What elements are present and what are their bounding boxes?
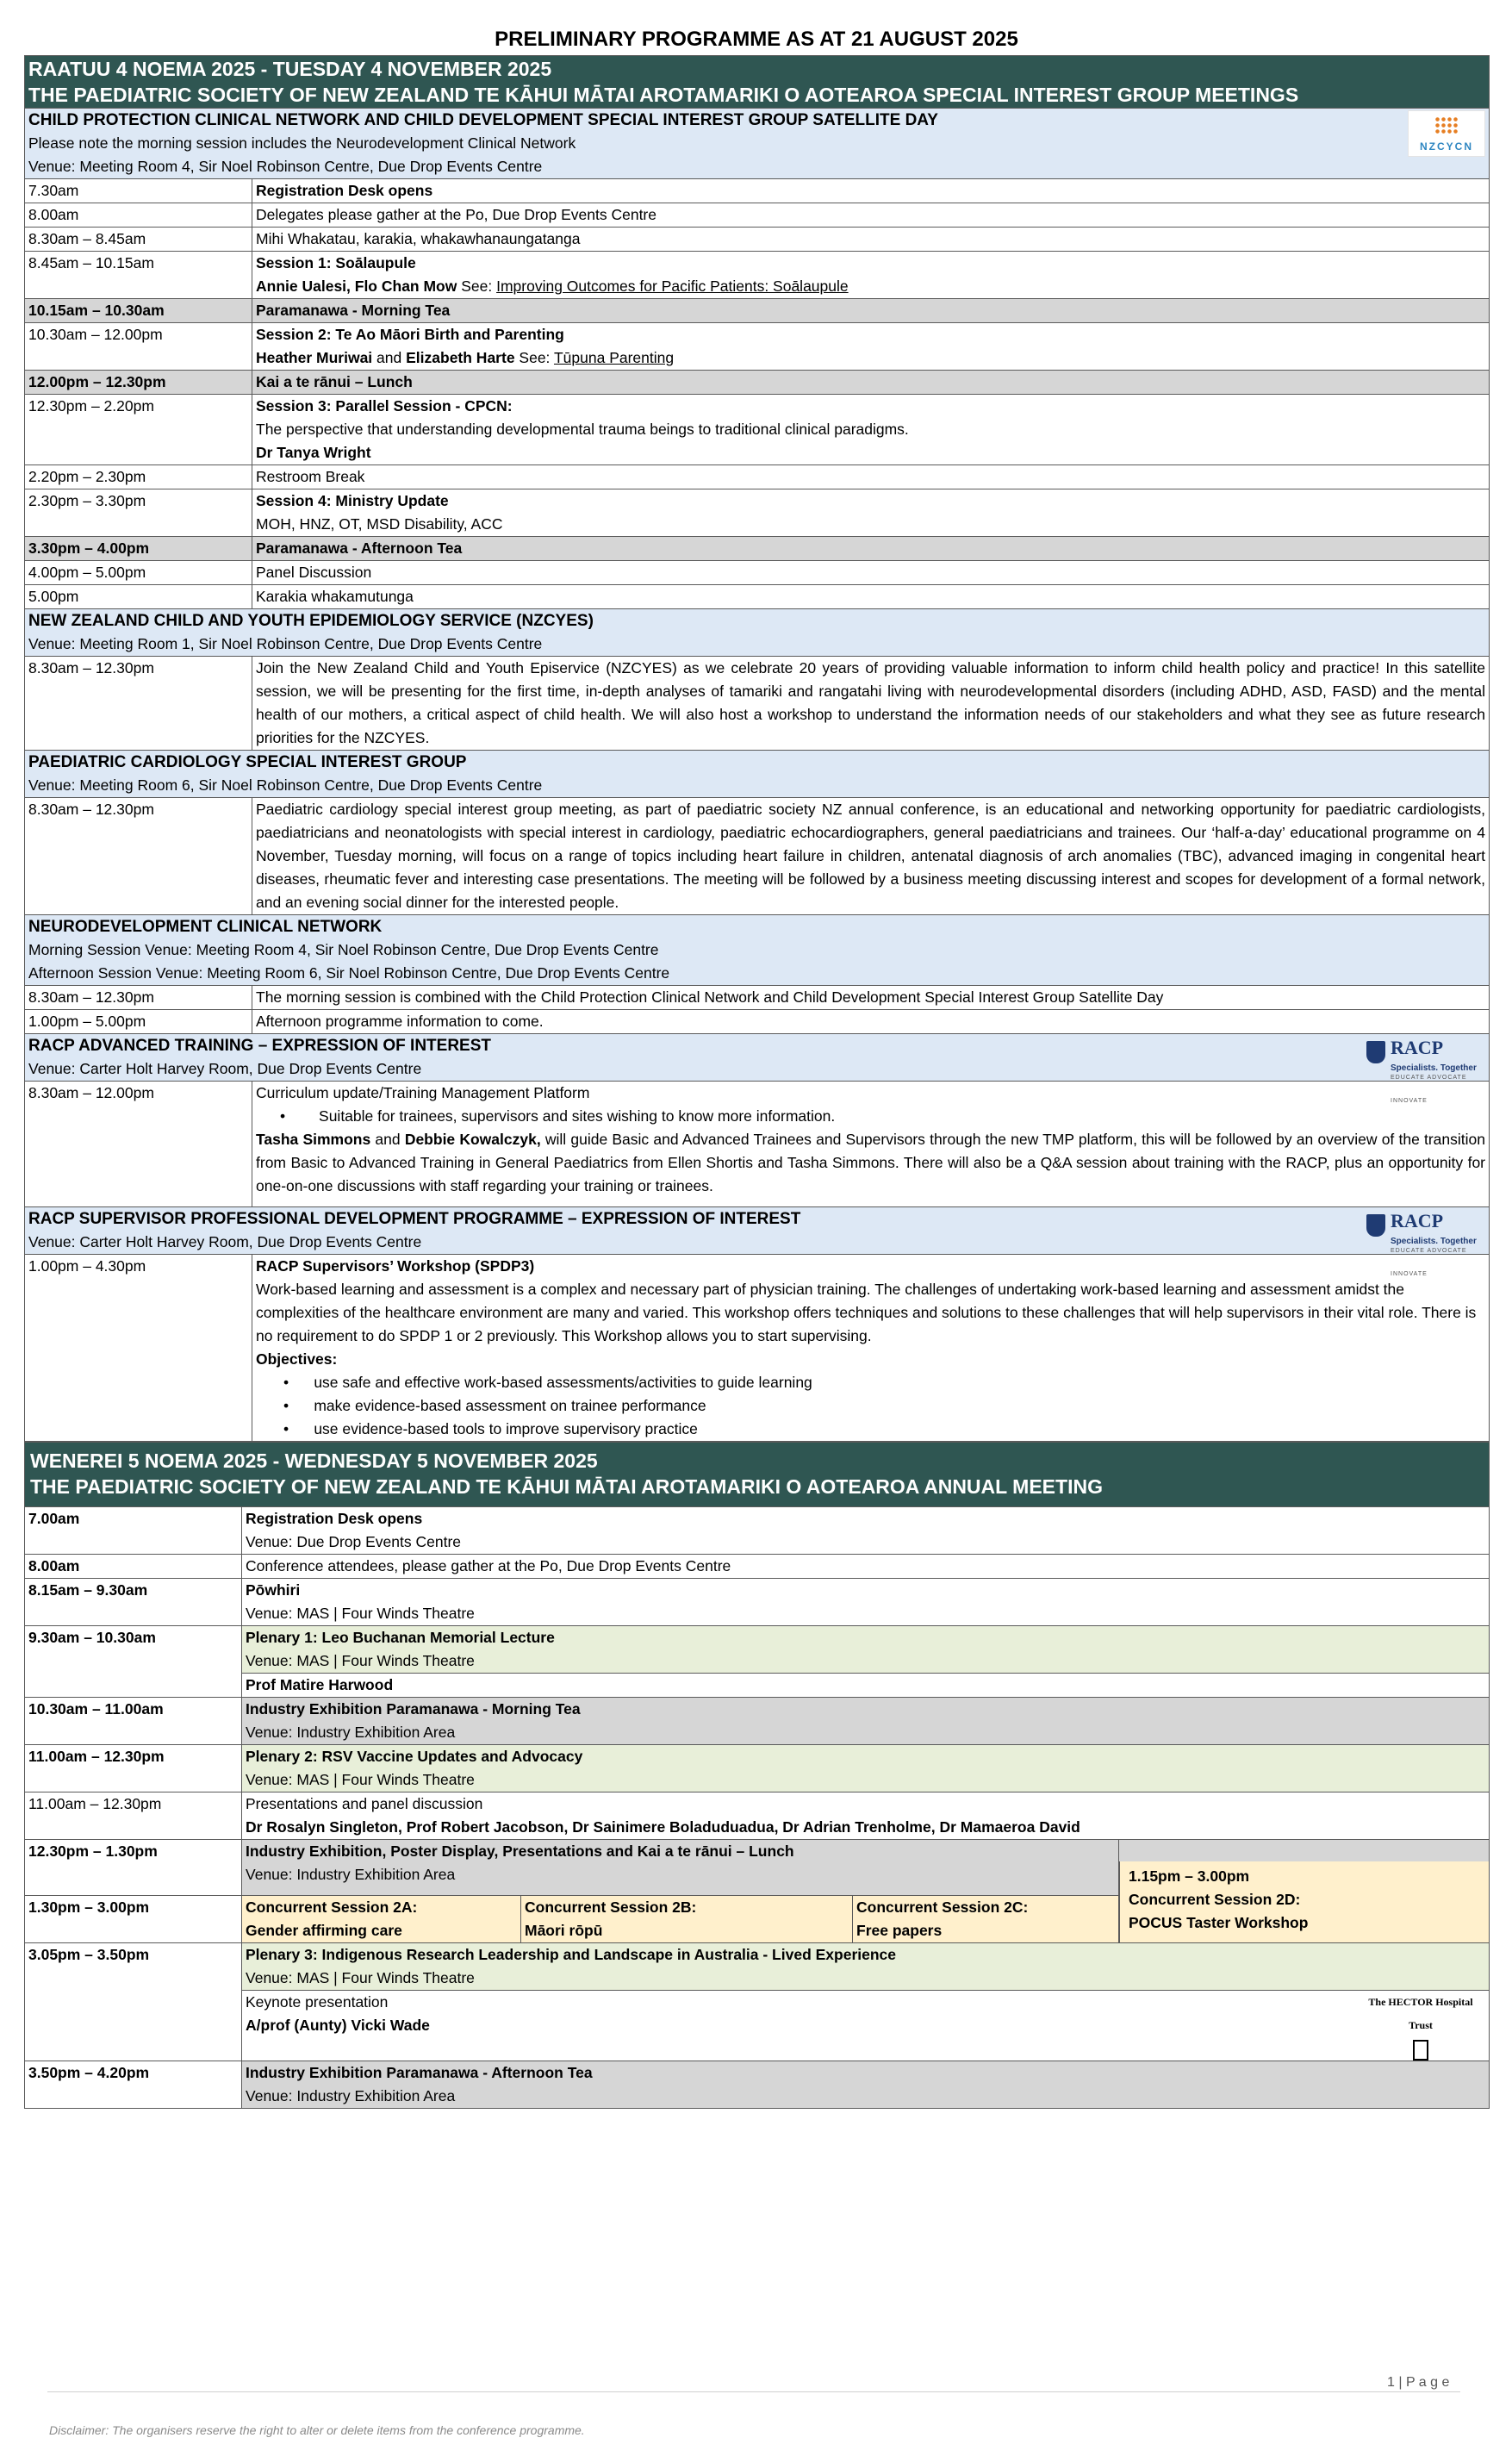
time-cell: 8.00am bbox=[25, 203, 252, 228]
time-cell: 8.45am – 10.15am bbox=[25, 252, 252, 299]
neuro-section-header: NEURODEVELOPMENT CLINICAL NETWORK Morning Session Venue: Meeting Room 4, Sir Noel Robinson Centre, Due Drop Events Centre Afternoon Session Venue: Meeting Room 6, Sir Noel Robinson Centre, Due Drop Events Centre bbox=[25, 915, 1490, 986]
table-row bbox=[25, 1674, 1490, 1698]
event-cell: Session 3: Parallel Session - CPCN: The perspective that understanding developmental trauma beings to traditional clinical paradigms. Dr Tanya Wright bbox=[252, 395, 1490, 465]
day1-table bbox=[24, 55, 1490, 1442]
table-row bbox=[25, 1579, 1490, 1626]
event-cell: Registration Desk opens bbox=[252, 179, 1490, 203]
table-row bbox=[25, 1745, 1490, 1792]
tupuna-parenting-link[interactable]: Tūpuna Parenting bbox=[553, 349, 675, 366]
session-2a: Concurrent Session 2A: Gender affirming care bbox=[242, 1896, 521, 1943]
table-row bbox=[25, 252, 1490, 299]
day2-date: WENEREI 5 NOEMA 2025 - WEDNESDAY 5 NOVEMBER 2025 bbox=[30, 1450, 598, 1472]
session-2b: Concurrent Session 2B: Māori rōpū bbox=[521, 1896, 853, 1943]
programme-page bbox=[24, 24, 1489, 2109]
time-cell: 11.00am – 12.30pm bbox=[25, 1745, 242, 1792]
table-row bbox=[25, 1555, 1490, 1579]
event-cell: Session 2: Te Ao Māori Birth and Parenting Heather Muriwai and Elizabeth Harte See: Tūpuna Parenting bbox=[252, 323, 1490, 371]
hector-mark-icon bbox=[1413, 2040, 1428, 2061]
event-cell: Join the New Zealand Child and Youth Episervice (NZCYES) as we celebrate 20 years of providing valuable information to inform child health policy and practice! In this satellite session, we will be presenting for the first time, in-depth analyses of tamariki and rangatahi living with neurodevelopmental disorders (including ADHD, ASD, FASD) and the mental health of our mothers, a critical aspect of child health. We will also host a workshop to understand the information needs of our stakeholders and what they see as future research priorities for the NZCYES. bbox=[252, 657, 1490, 751]
time-cell: 7.30am bbox=[25, 179, 252, 203]
time-cell: 8.00am bbox=[25, 1555, 242, 1579]
event-cell: Paramanawa - Morning Tea bbox=[252, 299, 1490, 323]
time-cell: 8.30am – 12.00pm bbox=[25, 1082, 252, 1207]
table-row bbox=[25, 395, 1490, 465]
event-cell: Registration Desk opens Venue: Due Drop Events Centre bbox=[242, 1507, 1490, 1555]
time-cell: 7.00am bbox=[25, 1507, 242, 1555]
table-row bbox=[25, 1507, 1490, 1555]
table-row bbox=[25, 1792, 1490, 1840]
table-row bbox=[25, 465, 1490, 489]
event-cell: Industry Exhibition Paramanawa - Afternoon Tea Venue: Industry Exhibition Area bbox=[242, 2061, 1490, 2109]
table-row bbox=[25, 1626, 1490, 1674]
event-cell: Restroom Break bbox=[252, 465, 1490, 489]
table-row bbox=[25, 986, 1490, 1010]
table-row bbox=[25, 1255, 1490, 1442]
event-cell: Kai a te rānui – Lunch bbox=[252, 371, 1490, 395]
cpcn-venue: Venue: Meeting Room 4, Sir Noel Robinson Centre, Due Drop Events Centre bbox=[28, 158, 543, 175]
soalaupule-link[interactable]: Improving Outcomes for Pacific Patients: Soālaupule bbox=[496, 277, 849, 295]
cpcn-section-header bbox=[25, 109, 1490, 179]
disclaimer: Disclaimer: The organisers reserve the right to alter or delete items from the conference programme. bbox=[49, 2423, 585, 2437]
event-cell: Karakia whakamutunga bbox=[252, 585, 1490, 609]
hector-trust-logo: The HECTOR Hospital Trust bbox=[1356, 1991, 1485, 2061]
table-row bbox=[25, 228, 1490, 252]
table-row bbox=[25, 798, 1490, 915]
event-cell: Panel Discussion bbox=[252, 561, 1490, 585]
table-row bbox=[25, 299, 1490, 323]
time-cell: 8.30am – 12.30pm bbox=[25, 798, 252, 915]
session-2c: Concurrent Session 2C: Free papers bbox=[853, 1896, 1119, 1943]
session-title: Session 2: Te Ao Māori Birth and Parenting bbox=[256, 326, 564, 343]
time-cell: 12.30pm – 2.20pm bbox=[25, 395, 252, 465]
cardiology-section-header: PAEDIATRIC CARDIOLOGY SPECIAL INTEREST GROUP Venue: Meeting Room 6, Sir Noel Robinson Centre, Due Drop Events Centre bbox=[25, 751, 1490, 798]
racp-logo: RACP Specialists. Together EDUCATE ADVOCATE INNOVATE bbox=[1365, 1036, 1485, 1074]
table-row bbox=[25, 537, 1490, 561]
time-cell: 1.00pm – 5.00pm bbox=[25, 1010, 252, 1034]
day2-table bbox=[24, 1442, 1490, 2109]
footer-divider bbox=[47, 2391, 1460, 2392]
event-cell: Industry Exhibition, Poster Display, Presentations and Kai a te rānui – Lunch Venue: Industry Exhibition Area bbox=[242, 1840, 1119, 1896]
table-row bbox=[25, 1082, 1490, 1207]
table-row bbox=[25, 203, 1490, 228]
time-cell: 11.00am – 12.30pm bbox=[25, 1792, 242, 1840]
day2-banner bbox=[25, 1443, 1490, 1507]
table-row bbox=[25, 1991, 1490, 2061]
time-cell: 8.30am – 8.45am bbox=[25, 228, 252, 252]
time-cell: 12.30pm – 1.30pm bbox=[25, 1840, 242, 1896]
time-cell: 1.30pm – 3.00pm bbox=[25, 1896, 242, 1943]
event-cell: Plenary 2: RSV Vaccine Updates and Advocacy Venue: MAS | Four Winds Theatre bbox=[242, 1745, 1490, 1792]
time-cell: 8.30am – 12.30pm bbox=[25, 986, 252, 1010]
time-cell: 4.00pm – 5.00pm bbox=[25, 561, 252, 585]
time-cell: 3.05pm – 3.50pm bbox=[25, 1943, 242, 2061]
event-cell: Afternoon programme information to come. bbox=[252, 1010, 1490, 1034]
cpcn-title: CHILD PROTECTION CLINICAL NETWORK AND CHILD DEVELOPMENT SPECIAL INTEREST GROUP SATELLITE DAY bbox=[28, 111, 938, 129]
time-cell: 8.30am – 12.30pm bbox=[25, 657, 252, 751]
session-2d: 1.15pm – 3.00pm Concurrent Session 2D: POCUS Taster Workshop bbox=[1119, 1896, 1490, 1943]
time-cell: 5.00pm bbox=[25, 585, 252, 609]
nzcyes-section-header: NEW ZEALAND CHILD AND YOUTH EPIDEMIOLOGY SERVICE (NZCYES) Venue: Meeting Room 1, Sir Noel Robinson Centre, Due Drop Events Centre bbox=[25, 609, 1490, 657]
nzcycn-logo: NZCYCN bbox=[1408, 110, 1485, 157]
event-cell: Paramanawa - Afternoon Tea bbox=[252, 537, 1490, 561]
table-row bbox=[25, 323, 1490, 371]
day1-banner bbox=[25, 56, 1490, 109]
table-row bbox=[25, 1896, 1490, 1943]
table-row bbox=[25, 657, 1490, 751]
time-cell: 1.00pm – 4.30pm bbox=[25, 1255, 252, 1442]
racp-supervisor-section-header: RACP Specialists. Together EDUCATE ADVOCATE INNOVATE RACP SUPERVISOR PROFESSIONAL DEVELOPMENT PROGRAMME – EXPRESSION OF INTEREST Venue: Carter Holt Harvey Room, Due Drop Events Centre bbox=[25, 1207, 1490, 1255]
event-cell: Delegates please gather at the Po, Due Drop Events Centre bbox=[252, 203, 1490, 228]
table-row bbox=[25, 1943, 1490, 1991]
event-cell: Presentations and panel discussion Dr Rosalyn Singleton, Prof Robert Jacobson, Dr Sainimere Boladuduadua, Dr Adrian Trenholme, Dr Mamaeroa David bbox=[242, 1792, 1490, 1840]
session-title: Session 1: Soālaupule bbox=[256, 254, 416, 271]
table-row bbox=[25, 371, 1490, 395]
time-cell: 2.30pm – 3.30pm bbox=[25, 489, 252, 537]
day1-society: THE PAEDIATRIC SOCIETY OF NEW ZEALAND TE KĀHUI MĀTAI AROTAMARIKI O AOTEAROA SPECIAL INTEREST GROUP MEETINGS bbox=[28, 84, 1299, 106]
table-row bbox=[25, 561, 1490, 585]
speakers: Annie Ualesi, Flo Chan Mow bbox=[256, 277, 457, 295]
event-cell: Session 1: Soālaupule Annie Ualesi, Flo Chan Mow See: Improving Outcomes for Pacific Patients: Soālaupule bbox=[252, 252, 1490, 299]
time-cell: 8.15am – 9.30am bbox=[25, 1579, 242, 1626]
speaker-cell: Prof Matire Harwood bbox=[242, 1674, 1490, 1698]
keynote-cell: The HECTOR Hospital Trust Keynote presentation A/prof (Aunty) Vicki Wade bbox=[242, 1991, 1490, 2061]
table-row bbox=[25, 1698, 1490, 1745]
racp-logo: RACP Specialists. Together EDUCATE ADVOCATE INNOVATE bbox=[1365, 1209, 1485, 1247]
event-cell: Plenary 3: Indigenous Research Leadership and Landscape in Australia - Lived Experience Venue: MAS | Four Winds Theatre bbox=[242, 1943, 1490, 1991]
page-number: 1 | P a g e bbox=[1387, 2375, 1450, 2390]
day1-date: RAATUU 4 NOEMA 2025 - TUESDAY 4 NOVEMBER 2025 bbox=[28, 58, 552, 80]
time-cell: 2.20pm – 2.30pm bbox=[25, 465, 252, 489]
event-cell: Industry Exhibition Paramanawa - Morning Tea Venue: Industry Exhibition Area bbox=[242, 1698, 1490, 1745]
event-cell: The morning session is combined with the Child Protection Clinical Network and Child Development Special Interest Group Satellite Day bbox=[252, 986, 1490, 1010]
time-cell: 10.30am – 12.00pm bbox=[25, 323, 252, 371]
table-row bbox=[25, 2061, 1490, 2109]
event-cell: Curriculum update/Training Management Platform • Suitable for trainees, supervisors and sites wishing to know more information. Tasha Simmons and Debbie Kowalczyk, will guide Basic and Advanced Trainees and Supervisors through the new TMP platform, this will be followed by an overview of the transition from Basic to Advanced Training in General Paediatrics from Ellen Shortis and Tasha Simmons. There will also be a Q&A session about training with the RACP, plus an opportunity for one-on-one discussions with staff regarding your training or trainees. bbox=[252, 1082, 1490, 1207]
event-cell: Pōwhiri Venue: MAS | Four Winds Theatre bbox=[242, 1579, 1490, 1626]
event-cell: Mihi Whakatau, karakia, whakawhanaungatanga bbox=[252, 228, 1490, 252]
event-cell: Paediatric cardiology special interest group meeting, as part of paediatric society NZ annual conference, is an educational and networking opportunity for paediatric cardiologists, paediatricians and neonatologists with special interest in cardiology, paediatric echocardiographers, general paediatricians and trainees. Our ‘half-a-day’ educational programme on 4 November, Tuesday morning, will focus on a range of topics including heart failure in children, antenatal diagnosis of arch anomalies (TBC), advanced imaging in congenital heart diseases, rheumatic fever and interesting case presentations. The meeting will be followed by a business meeting discussing interest and scopes for development of a formal network, and an evening social dinner for the interested people. bbox=[252, 798, 1490, 915]
table-row bbox=[25, 179, 1490, 203]
event-cell: Session 4: Ministry Update MOH, HNZ, OT, MSD Disability, ACC bbox=[252, 489, 1490, 537]
event-cell: Conference attendees, please gather at the Po, Due Drop Events Centre bbox=[242, 1555, 1490, 1579]
event-cell: Plenary 1: Leo Buchanan Memorial Lecture Venue: MAS | Four Winds Theatre bbox=[242, 1626, 1490, 1674]
page-title: PRELIMINARY PROGRAMME AS AT 21 AUGUST 2025 bbox=[495, 28, 1018, 51]
cpcn-note: Please note the morning session includes the Neurodevelopment Clinical Network bbox=[28, 134, 576, 152]
time-cell: 12.00pm – 12.30pm bbox=[25, 371, 252, 395]
event-cell: RACP Supervisors’ Workshop (SPDP3) Work-based learning and assessment is a complex and necessary part of physician training. The challenges of undertaking work-based learning and assessment amidst the complexities of the healthcare environment are many and varied. This workshop offers techniques and solutions to these challenges that will help supervisors in their vital role. There is no requirement to do SPDP 1 or 2 previously. This Workshop allows you to start supervising. Objectives: • use safe and effective work-based assessments/activities to guide learning • make evidence-based assessment on trainee performance • use evidence-based tools to improve supervisory practice bbox=[252, 1255, 1490, 1442]
racp-advanced-section-header: RACP Specialists. Together EDUCATE ADVOCATE INNOVATE RACP ADVANCED TRAINING – EXPRESSION OF INTEREST Venue: Carter Holt Harvey Room, Due Drop Events Centre bbox=[25, 1034, 1490, 1082]
time-cell: 9.30am – 10.30am bbox=[25, 1626, 242, 1698]
table-row bbox=[25, 489, 1490, 537]
time-cell: 10.30am – 11.00am bbox=[25, 1698, 242, 1745]
day2-society: THE PAEDIATRIC SOCIETY OF NEW ZEALAND TE KĀHUI MĀTAI AROTAMARIKI O AOTEAROA ANNUAL MEETING bbox=[30, 1475, 1103, 1498]
table-row bbox=[25, 1010, 1490, 1034]
time-cell: 3.30pm – 4.00pm bbox=[25, 537, 252, 561]
time-cell: 3.50pm – 4.20pm bbox=[25, 2061, 242, 2109]
time-cell: 10.15am – 10.30am bbox=[25, 299, 252, 323]
table-row bbox=[25, 585, 1490, 609]
